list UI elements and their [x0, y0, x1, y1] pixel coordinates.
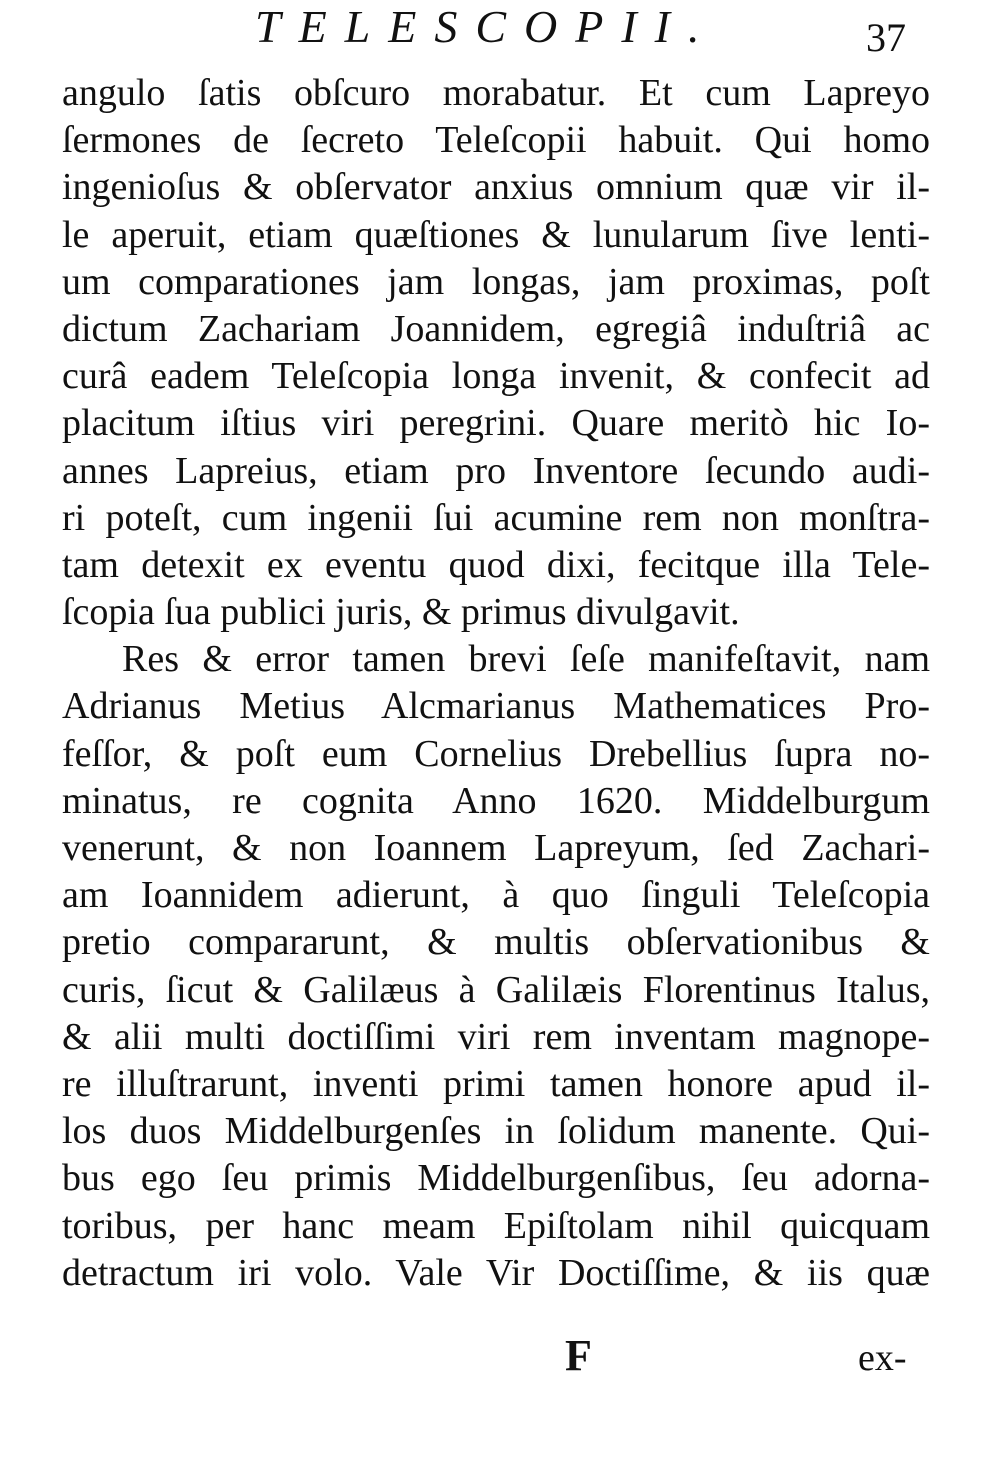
text-line: curis, ſicut & Galilæus à Galilæis Florentinus Italus, [62, 968, 930, 1011]
text-line: um comparationes jam longas, jam proximas, poſt [62, 260, 930, 303]
text-line: & alii multi doctiſſimi viri rem inventam magnope- [62, 1015, 930, 1058]
text-line: pretio compararunt, & multis obſervationibus & [62, 921, 930, 964]
text-line: am Ioannidem adierunt, à quo ſinguli Teleſcopia [62, 874, 930, 917]
text-line: re illuſtrarunt, inventi primi tamen honore apud il- [62, 1062, 930, 1105]
text-line: tam detexit ex eventu quod dixi, fecitque illa Tele- [62, 543, 930, 586]
text-line: ingenioſus & obſervator anxius omnium quæ vir il- [62, 166, 930, 209]
paragraph-2 [62, 636, 930, 1297]
text-line: le aperuit, etiam quæſtiones & lunularum ſive lenti- [62, 213, 930, 256]
text-line: Res & error tamen brevi ſeſe manifeſtavit, nam [122, 638, 930, 681]
text-line: curâ eadem Teleſcopia longa invenit, & confecit ad [62, 355, 930, 398]
text-line: ri poteſt, cum ingenii ſui acumine rem non monſtra- [62, 496, 930, 539]
text-line: ſermones de ſecreto Teleſcopii habuit. Qui homo [62, 119, 930, 162]
text-line: dictum Zachariam Joannidem, egregiâ induſtriâ ac [62, 307, 930, 350]
body-text [62, 70, 930, 1297]
text-line: los duos Middelburgenſes in ſolidum manente. Qui- [62, 1110, 930, 1153]
page-footer [0, 1328, 1000, 1388]
page-number: 37 [866, 15, 906, 60]
paragraph-1 [62, 70, 930, 636]
text-line: feſſor, & poſt eum Cornelius Drebellius ſupra no- [62, 732, 930, 775]
running-title: TELESCOPII. [255, 1, 718, 52]
text-line: Adrianus Metius Alcmarianus Mathematices Pro- [62, 685, 930, 728]
text-line: angulo ſatis obſcuro morabatur. Et cum Lapreyo [62, 72, 930, 114]
text-line: venerunt, & non Ioannem Lapreyum, ſed Zachari- [62, 827, 930, 869]
signature-mark: F [565, 1331, 592, 1380]
text-line: detractum iri volo. Vale Vir Doctiſſime, & iis quæ [62, 1251, 930, 1294]
text-line: toribus, per hanc meam Epiſtolam nihil quicquam [62, 1204, 930, 1247]
text-line: ſcopia ſua publici juris, & primus divulgavit. [62, 591, 740, 634]
text-line: placitum iſtius viri peregrini. Quare meritò hic Io- [62, 402, 930, 445]
text-line: minatus, re cognita Anno 1620. Middelburgum [62, 779, 930, 822]
text-line: annes Lapreius, etiam pro Inventore ſecundo audi- [62, 449, 930, 492]
text-line: bus ego ſeu primis Middelburgenſibus, ſeu adorna- [62, 1157, 930, 1200]
catchword: ex- [858, 1337, 907, 1379]
